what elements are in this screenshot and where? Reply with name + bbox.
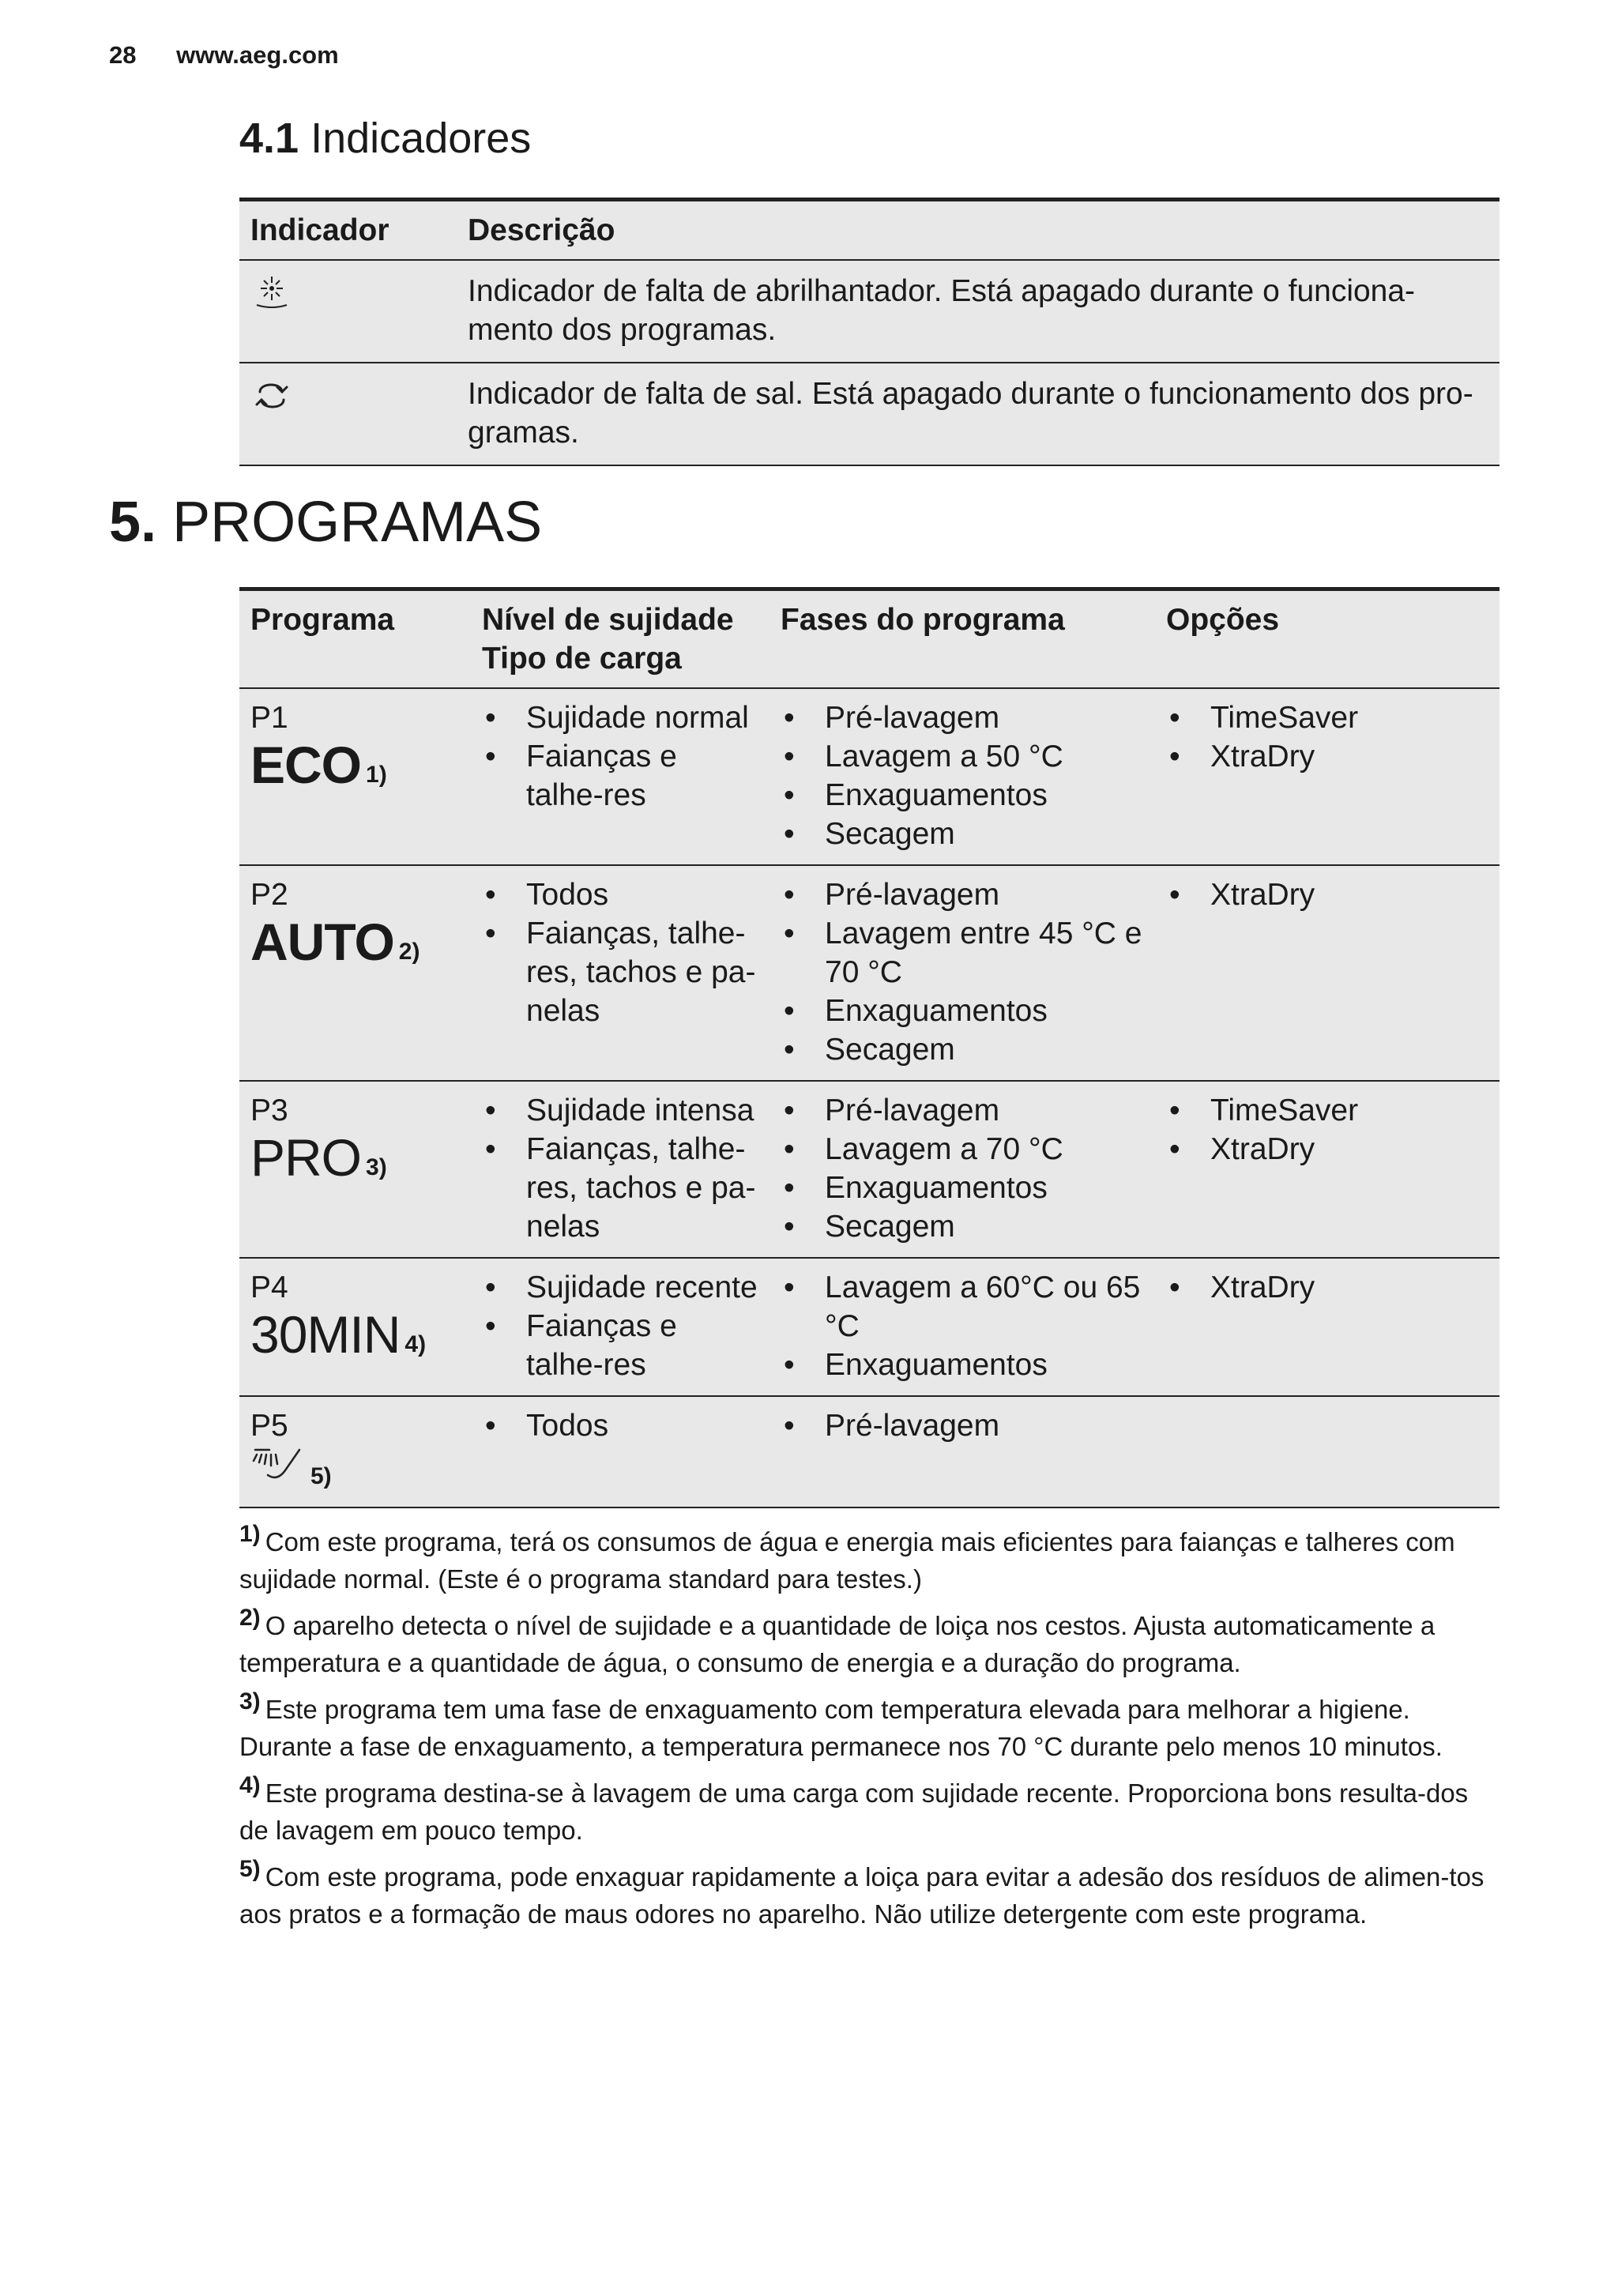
program-cell <box>239 688 471 865</box>
footnote-ref: 3) <box>366 1154 387 1181</box>
footnote-ref: 4) <box>404 1331 427 1358</box>
section-4-1-heading <box>239 114 531 163</box>
column-header: Tipo de carga <box>482 642 682 676</box>
section-title: Indicadores <box>310 115 532 162</box>
list-item: • Secagem <box>781 815 1144 853</box>
program-code: P1 <box>250 701 288 735</box>
list-item: • XtraDry <box>1166 737 1488 776</box>
footnote-ref: 5) <box>310 1463 332 1490</box>
list-item: • Faianças, talhe-res, tachos e pa-nelas <box>482 914 758 1030</box>
column-header: Programa <box>239 589 471 689</box>
footnote <box>239 1858 1503 1933</box>
program-cell <box>239 865 471 1081</box>
program-code: P2 <box>250 878 288 912</box>
list-item: • Faianças e talhe-res <box>482 737 758 815</box>
list-item: • Faianças e talhe-res <box>482 1307 758 1384</box>
program-name: ECO <box>250 736 362 794</box>
table-row <box>239 1081 1499 1258</box>
prewash-program-icon <box>250 1445 306 1494</box>
column-header: Indicador <box>239 200 457 261</box>
footnote-ref: 2) <box>398 939 420 965</box>
list-item: • XtraDry <box>1166 1268 1488 1307</box>
footnote-mark: 2) <box>239 1605 261 1631</box>
table-header-row <box>239 589 1499 689</box>
table-row <box>239 688 1499 865</box>
footnote-text: Este programa tem uma fase de enxaguamento com temperatura elevada para melhorar a higiene. Durante a fase de enxaguamento, a temperatura permanece nos 70 °C durante pelo menos 10 minutos. <box>239 1695 1443 1761</box>
footnote-text: Com este programa, pode enxaguar rapidamente a loiça para evitar a adesão dos resíduos de alimen-tos aos pratos e a formação de maus odores no aparelho. Não utilize detergente com este programa. <box>239 1862 1484 1929</box>
list-item: • Enxaguamentos <box>781 1346 1144 1384</box>
footnote <box>239 1607 1503 1681</box>
indicator-description: Indicador de falta de sal. Está apagado durante o funcionamento dos pro-gramas. <box>457 363 1499 465</box>
list-item: • TimeSaver <box>1166 1091 1488 1130</box>
footnote-mark: 5) <box>239 1856 261 1882</box>
program-cell <box>239 1258 471 1396</box>
list-item: • Pré-lavagem <box>781 1406 1144 1445</box>
footnotes <box>239 1523 1503 1942</box>
program-code: P4 <box>250 1270 288 1304</box>
list-item: • Sujidade recente <box>482 1268 758 1307</box>
column-header: Opções <box>1155 589 1499 689</box>
programs-table <box>239 587 1499 1508</box>
program-cell <box>239 1081 471 1258</box>
footnote-mark: 3) <box>239 1688 261 1714</box>
list-item: • Lavagem a 50 °C <box>781 737 1144 776</box>
list-item: • Pré-lavagem <box>781 1091 1144 1130</box>
list-item: • Sujidade intensa <box>482 1091 758 1130</box>
list-item: • Todos <box>482 1406 758 1445</box>
list-item: • Faianças, talhe-res, tachos e pa-nelas <box>482 1130 758 1246</box>
rinse-aid-indicator-icon <box>250 272 293 324</box>
table-row <box>239 1258 1499 1396</box>
list-item: • XtraDry <box>1166 875 1488 914</box>
program-cell <box>239 1396 471 1507</box>
list-item: • Lavagem a 60°C ou 65 °C <box>781 1268 1144 1346</box>
program-name: PRO <box>250 1128 362 1187</box>
table-row <box>239 363 1499 465</box>
list-item: • TimeSaver <box>1166 698 1488 737</box>
indicator-description: Indicador de falta de abrilhantador. Está apagado durante o funciona-mento dos programas. <box>457 260 1499 363</box>
column-header: Fases do programa <box>769 589 1155 689</box>
list-item: • Lavagem a 70 °C <box>781 1130 1144 1169</box>
footnote-mark: 4) <box>239 1772 261 1798</box>
footnote-text: Este programa destina-se à lavagem de uma carga com sujidade recente. Proporciona bons resulta-dos de lavagem em pouco tempo. <box>239 1778 1469 1845</box>
list-item: • Pré-lavagem <box>781 875 1144 914</box>
section-number: 5. <box>109 491 157 554</box>
list-item: • Enxaguamentos <box>781 776 1144 815</box>
column-header: Descrição <box>457 200 1499 261</box>
program-name: 30MIN <box>250 1305 401 1364</box>
section-number: 4.1 <box>239 115 299 162</box>
section-5-heading <box>109 490 542 555</box>
list-item: • Secagem <box>781 1030 1144 1069</box>
program-name: AUTO <box>250 913 394 971</box>
program-code: P5 <box>250 1409 288 1443</box>
list-item: • XtraDry <box>1166 1130 1488 1169</box>
list-item: • Todos <box>482 875 758 914</box>
footnote-text: O aparelho detecta o nível de sujidade e a quantidade de loiça nos cestos. Ajusta automaticamente a temperatura e a quantidade de água, o consumo de energia e a duração do programa. <box>239 1611 1436 1677</box>
table-row <box>239 865 1499 1081</box>
table-header-row <box>239 200 1499 261</box>
list-item: • Lavagem entre 45 °C e 70 °C <box>781 914 1144 992</box>
footnote <box>239 1772 1503 1849</box>
footnote <box>239 1688 1503 1765</box>
footnote-ref: 1) <box>366 762 387 789</box>
list-item: • Enxaguamentos <box>781 992 1144 1030</box>
section-title: PROGRAMAS <box>172 491 543 554</box>
list-item: • Enxaguamentos <box>781 1169 1144 1207</box>
footnote-text: Com este programa, terá os consumos de água e energia mais eficientes para faianças e talheres com sujidade normal. (Este é o programa standard para testes.) <box>239 1527 1455 1594</box>
indicators-table <box>239 198 1499 466</box>
site-url: www.aeg.com <box>176 41 339 69</box>
list-item: • Secagem <box>781 1207 1144 1246</box>
list-item: • Sujidade normal <box>482 698 758 737</box>
table-row <box>239 1396 1499 1507</box>
table-row <box>239 260 1499 363</box>
program-code: P3 <box>250 1093 288 1127</box>
footnote-mark: 1) <box>239 1521 261 1547</box>
salt-indicator-icon <box>250 375 293 427</box>
page-number: 28 <box>109 41 137 69</box>
page-header <box>109 41 339 70</box>
footnote <box>239 1523 1503 1598</box>
column-header: Nível de sujidade <box>482 603 734 637</box>
list-item: • Pré-lavagem <box>781 698 1144 737</box>
